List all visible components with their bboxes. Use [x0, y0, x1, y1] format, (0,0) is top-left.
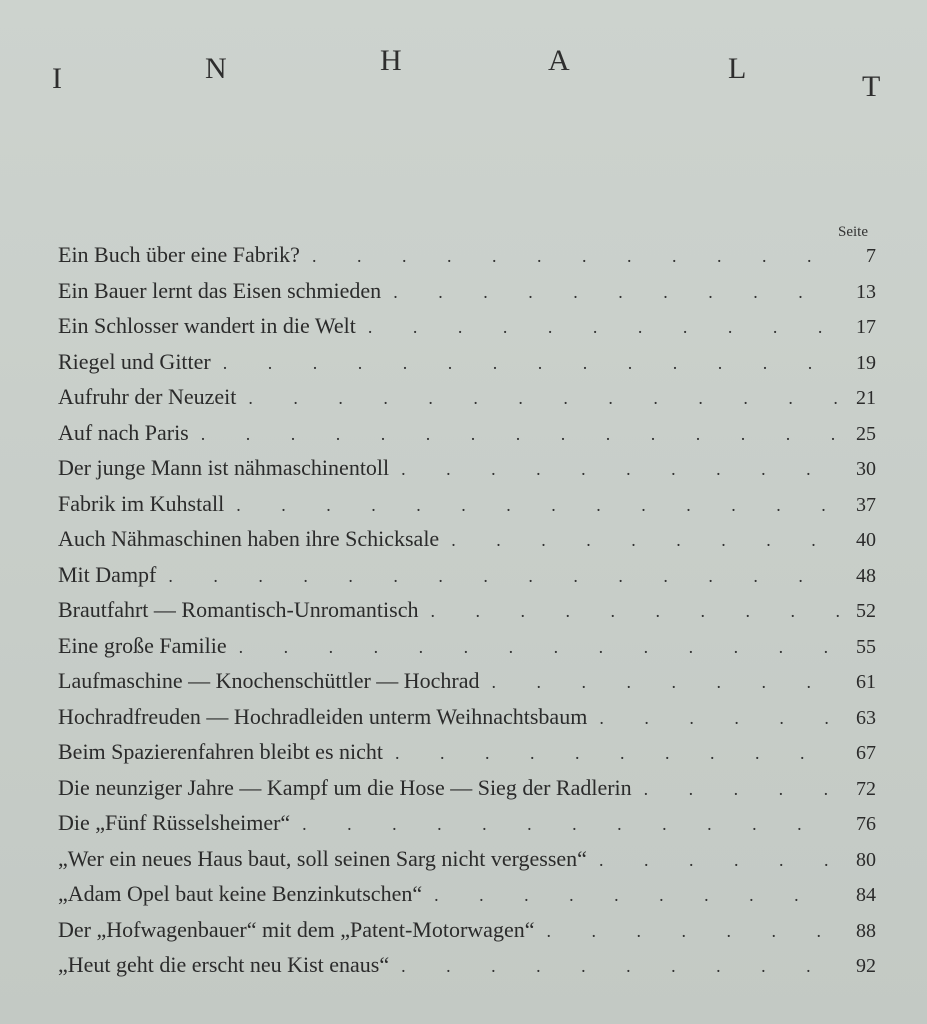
dot-leader — [434, 885, 840, 906]
toc-entry-title: „Wer ein neues Haus baut, soll seinen Sarg nicht vergessen“ — [58, 845, 587, 871]
dot-leader — [168, 566, 840, 587]
toc-entry-title: Eine große Familie — [58, 632, 227, 658]
table-of-contents — [58, 242, 876, 988]
toc-entry-page: 52 — [856, 600, 876, 622]
toc-entry-page: 17 — [856, 316, 876, 338]
toc-entry-page: 61 — [856, 671, 876, 693]
toc-entry — [58, 739, 876, 775]
dot-leader — [430, 601, 840, 622]
toc-entry-title: „Adam Opel baut keine Benzinkutschen“ — [58, 881, 423, 906]
toc-entry — [58, 384, 876, 420]
toc-entry — [58, 668, 876, 704]
toc-entry — [58, 810, 876, 846]
toc-entry-page: 88 — [856, 919, 876, 942]
toc-entry — [58, 242, 876, 278]
dot-leader — [312, 246, 840, 267]
toc-entry-title: Fabrik im Kuhstall — [58, 490, 225, 516]
dot-leader — [599, 708, 840, 729]
toc-entry-page: 30 — [856, 458, 876, 480]
toc-entry — [58, 775, 876, 811]
dot-leader — [368, 317, 840, 338]
toc-entry-page: 19 — [856, 351, 876, 374]
page-column-label: Seite — [838, 224, 868, 240]
toc-entry-page: 13 — [856, 280, 876, 303]
dot-leader — [393, 282, 840, 303]
dot-leader — [223, 353, 840, 374]
toc-entry-page: 76 — [856, 813, 876, 835]
heading-letter: H — [380, 44, 402, 77]
dot-leader — [492, 672, 840, 693]
toc-entry — [58, 420, 876, 456]
dot-leader — [395, 743, 840, 764]
toc-entry — [58, 562, 876, 598]
toc-entry-title: Riegel und Gitter — [58, 348, 211, 374]
toc-entry-title: Aufruhr der Neuzeit — [58, 384, 237, 409]
toc-entry-page: 37 — [856, 493, 876, 516]
heading-letter: T — [862, 70, 881, 103]
toc-entry-title: Der „Hofwagenbauer“ mit dem „Patent-Motorwagen“ — [58, 916, 535, 942]
dot-leader — [401, 956, 840, 977]
toc-entry-page: 21 — [856, 387, 876, 409]
dot-leader — [401, 459, 840, 480]
dot-leader — [599, 850, 840, 871]
toc-entry — [58, 278, 876, 314]
toc-entry-title: Ein Buch über eine Fabrik? — [58, 242, 300, 267]
toc-entry-page: 92 — [856, 955, 876, 977]
toc-entry — [58, 349, 876, 385]
dot-leader — [451, 530, 840, 551]
toc-entry-title: Beim Spazierenfahren bleibt es nicht — [58, 739, 383, 764]
toc-entry-title: Auch Nähmaschinen haben ihre Schicksale — [58, 526, 440, 551]
toc-entry-title: Die neunziger Jahre — Kampf um die Hose — Sieg der Radlerin — [58, 774, 632, 800]
dot-leader — [236, 495, 840, 516]
toc-entry-page: 48 — [856, 564, 876, 587]
toc-entry — [58, 597, 876, 633]
toc-entry-page: 25 — [856, 422, 876, 445]
toc-entry-page: 7 — [866, 245, 876, 267]
dot-leader — [248, 388, 840, 409]
toc-entry-title: Ein Schlosser wandert in die Welt — [58, 313, 356, 338]
toc-entry-page: 55 — [856, 635, 876, 658]
heading-letter: A — [548, 44, 570, 77]
toc-entry — [58, 633, 876, 669]
dot-leader — [201, 424, 840, 445]
heading-letter: L — [728, 52, 747, 85]
toc-entry-page: 40 — [856, 529, 876, 551]
toc-entry-title: „Heut geht die erscht neu Kist enaus“ — [58, 952, 390, 977]
toc-entry-page: 72 — [856, 777, 876, 800]
toc-entry-page: 80 — [856, 848, 876, 871]
dot-leader — [644, 779, 840, 800]
heading-letter: I — [52, 62, 62, 95]
toc-entry-title: Ein Bauer lernt das Eisen schmieden — [58, 277, 382, 303]
toc-entry-page: 67 — [856, 742, 876, 764]
heading-letter: N — [205, 52, 227, 85]
toc-entry — [58, 313, 876, 349]
toc-entry-title: Brautfahrt — Romantisch-Unromantisch — [58, 597, 419, 622]
toc-entry-page: 84 — [856, 884, 876, 906]
toc-entry — [58, 455, 876, 491]
toc-entry — [58, 881, 876, 917]
toc-entry — [58, 846, 876, 882]
toc-entry-title: Auf nach Paris — [58, 419, 189, 445]
toc-entry-title: Mit Dampf — [58, 561, 157, 587]
toc-entry — [58, 526, 876, 562]
toc-entry-title: Die „Fünf Rüsselsheimer“ — [58, 810, 291, 835]
toc-entry-title: Der junge Mann ist nähmaschinentoll — [58, 455, 390, 480]
toc-entry — [58, 491, 876, 527]
toc-entry-title: Hochradfreuden — Hochradleiden unterm Weihnachtsbaum — [58, 703, 588, 729]
dot-leader — [239, 637, 840, 658]
dot-leader — [546, 921, 840, 942]
toc-entry — [58, 952, 876, 988]
toc-entry — [58, 917, 876, 953]
toc-entry-page: 63 — [856, 706, 876, 729]
dot-leader — [302, 814, 840, 835]
toc-entry-title: Laufmaschine — Knochenschüttler — Hochrad — [58, 668, 480, 693]
toc-entry — [58, 704, 876, 740]
